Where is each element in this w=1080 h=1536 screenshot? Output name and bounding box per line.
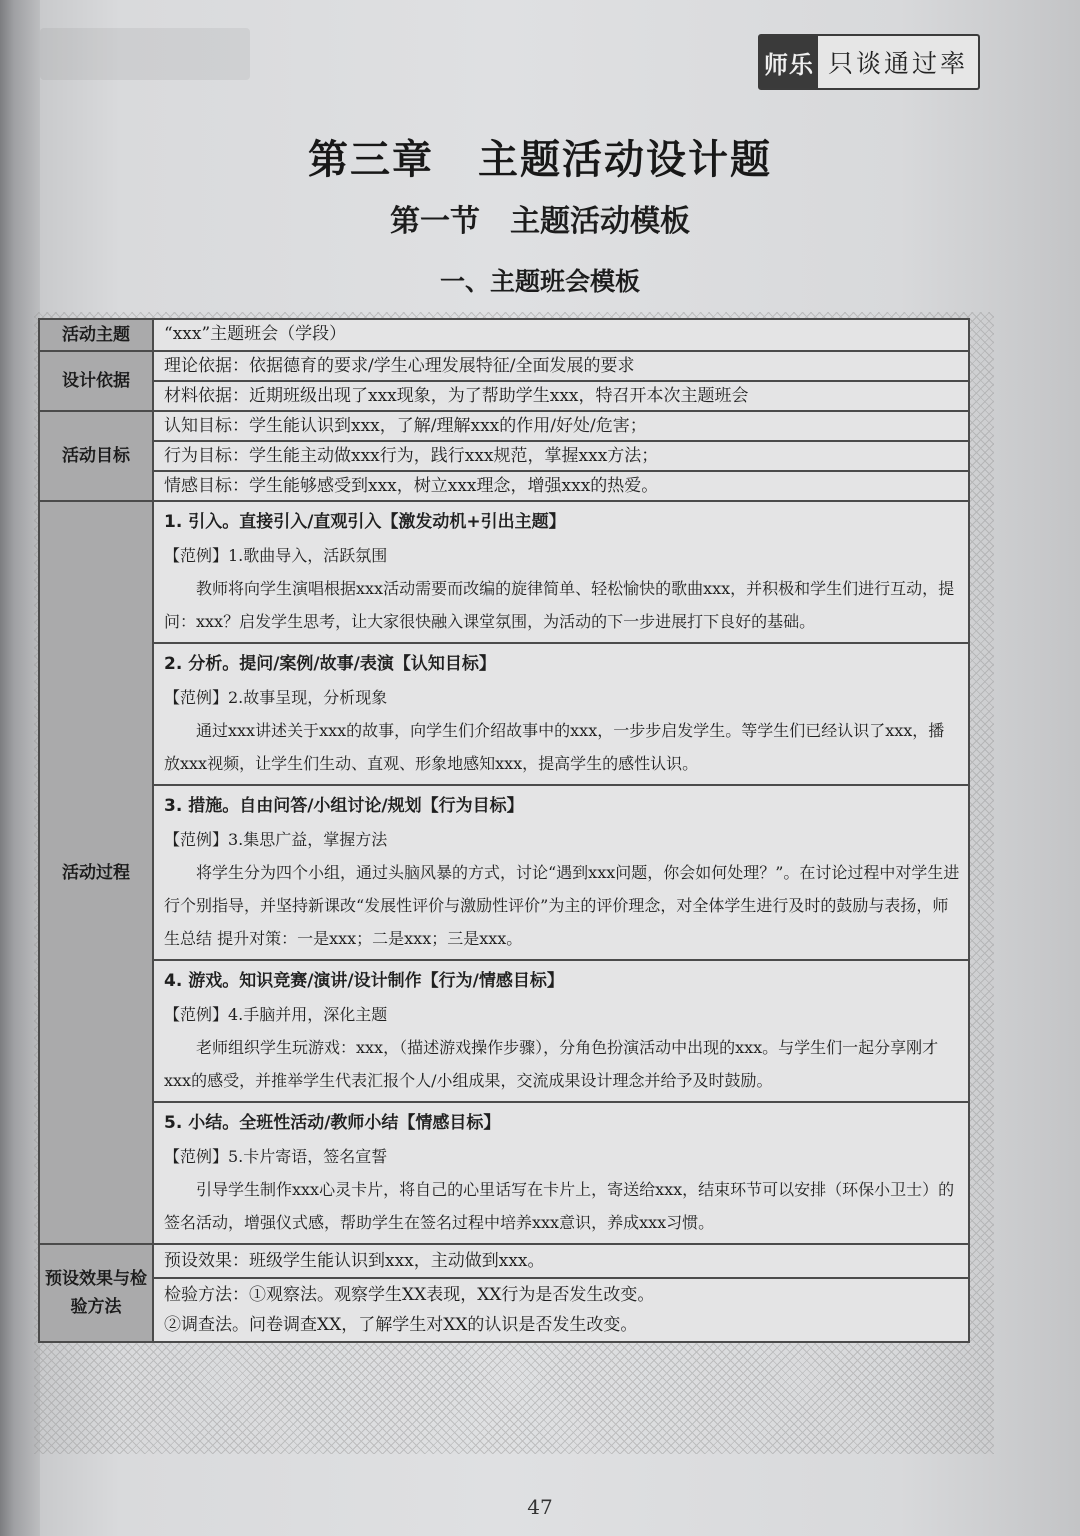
process-step-5 bbox=[154, 1101, 968, 1243]
step-heading: 2. 分析。提问/案例/故事/表演【认知目标】 bbox=[164, 654, 496, 674]
table-row bbox=[39, 501, 969, 1244]
method-survey: ②调查法。问卷调查XX，了解学生对XX的认识是否发生改变。 bbox=[164, 1315, 638, 1335]
process-step-4 bbox=[154, 959, 968, 1101]
step-body: 通过xxx讲述关于xxx的故事，向学生们介绍故事中的xxx，一步步启发学生。等学生们已经认识了xxx，播放xxx视频，让学生们生动、直观、形象地感知xxx，提高学生的感性认识。 bbox=[164, 721, 945, 773]
process-label: 活动过程 bbox=[39, 501, 153, 1244]
basis-label: 设计依据 bbox=[39, 351, 153, 411]
section-name: 主题活动模板 bbox=[510, 204, 690, 239]
bleed-through-shadow bbox=[40, 28, 250, 80]
step-heading: 1. 引入。直接引入/直观引入【激发动机+引出主题】 bbox=[164, 512, 566, 532]
step-example: 【范例】5.卡片寄语，签名宣誓 bbox=[164, 1147, 388, 1166]
theme-value: “xxx”主题班会（学段） bbox=[153, 319, 969, 351]
step-body: 将学生分为四个小组，通过头脑风暴的方式，讨论“遇到xxx问题，你会如何处理？”。在讨论过程中对学生进行个别指导，并坚持新课改“发展性评价与激励性评价”为主的评价理念，对全体学生进行及时的鼓励与表扬，师生总结 提升对策：一是xxx；二是xxx；三是xxx。 bbox=[164, 863, 960, 948]
step-body: 引导学生制作xxx心灵卡片，将自己的心里话写在卡片上，寄送给xxx，结束环节可以安排（环保小卫士）的签名活动，增强仪式感，帮助学生在签名过程中培养xxx意识，养成xxx习惯。 bbox=[164, 1180, 955, 1232]
table-row bbox=[39, 411, 969, 441]
table-row bbox=[39, 1244, 969, 1278]
subsection-title: 一、主题班会模板 bbox=[439, 267, 640, 296]
table-row bbox=[39, 351, 969, 381]
table-row bbox=[39, 319, 969, 351]
template-table bbox=[38, 318, 970, 1343]
step-heading: 5. 小结。全班性活动/教师小结【情感目标】 bbox=[164, 1113, 501, 1133]
step-example: 【范例】2.故事呈现，分析现象 bbox=[164, 688, 388, 707]
table-row bbox=[39, 1278, 969, 1342]
step-example: 【范例】1.歌曲导入，活跃氛围 bbox=[164, 546, 388, 565]
step-body: 教师将向学生演唱根据xxx活动需要而改编的旋律简单、轻松愉快的歌曲xxx，并积极和学生们进行互动，提问：xxx？启发学生思考，让大家很快融入课堂氛围，为活动的下一步进展打下良好的基础。 bbox=[164, 579, 955, 631]
brand-logo-right: 只谈通过率 bbox=[827, 49, 968, 78]
brand-logo-left: 师乐 bbox=[760, 36, 818, 88]
basis-material: 材料依据：近期班级出现了xxx现象，为了帮助学生xxx，特召开本次主题班会 bbox=[153, 381, 969, 411]
goal-cognitive: 认知目标：学生能认识到xxx，了解/理解xxx的作用/好处/危害； bbox=[153, 411, 969, 441]
goal-emotion: 情感目标：学生能够感受到xxx，树立xxx理念，增强xxx的热爱。 bbox=[153, 471, 969, 501]
table-row bbox=[39, 381, 969, 411]
chapter-title bbox=[0, 128, 1080, 185]
table-row bbox=[39, 441, 969, 471]
basis-theory: 理论依据：依据德育的要求/学生心理发展特征/全面发展的要求 bbox=[153, 351, 969, 381]
chapter-name: 主题活动设计题 bbox=[478, 137, 772, 183]
step-example: 【范例】3.集思广益，掌握方法 bbox=[164, 830, 388, 849]
process-step-1 bbox=[154, 502, 968, 642]
goals-label: 活动目标 bbox=[39, 411, 153, 501]
method-observation: 检验方法：①观察法。观察学生XX表现，XX行为是否发生改变。 bbox=[164, 1285, 655, 1305]
process-step-2 bbox=[154, 642, 968, 784]
step-heading: 4. 游戏。知识竞赛/演讲/设计制作【行为/情感目标】 bbox=[164, 971, 564, 991]
goal-behavior: 行为目标：学生能主动做xxx行为，践行xxx规范，掌握xxx方法； bbox=[153, 441, 969, 471]
theme-label: 活动主题 bbox=[39, 319, 153, 351]
process-cell bbox=[153, 501, 969, 1244]
step-example: 【范例】4.手脑并用，深化主题 bbox=[164, 1005, 388, 1024]
table-row bbox=[39, 471, 969, 501]
brand-logo bbox=[758, 34, 980, 90]
chapter-number: 第三章 bbox=[308, 137, 434, 183]
effect-label: 预设效果与检验方法 bbox=[39, 1244, 153, 1342]
step-heading: 3. 措施。自由问答/小组讨论/规划【行为目标】 bbox=[164, 796, 524, 816]
effect-value: 预设效果：班级学生能认识到xxx，主动做到xxx。 bbox=[153, 1244, 969, 1278]
step-body: 老师组织学生玩游戏：xxx，（描述游戏操作步骤），分角色扮演活动中出现的xxx。与学生们一起分享刚才xxx的感受，并推举学生代表汇报个人/小组成果，交流成果设计理念并给予及时鼓励。 bbox=[164, 1038, 939, 1090]
section-title bbox=[0, 196, 1080, 240]
page-number: 47 bbox=[527, 1495, 553, 1519]
process-step-3 bbox=[154, 784, 968, 959]
method-cell bbox=[153, 1278, 969, 1342]
section-number: 第一节 bbox=[390, 204, 480, 239]
